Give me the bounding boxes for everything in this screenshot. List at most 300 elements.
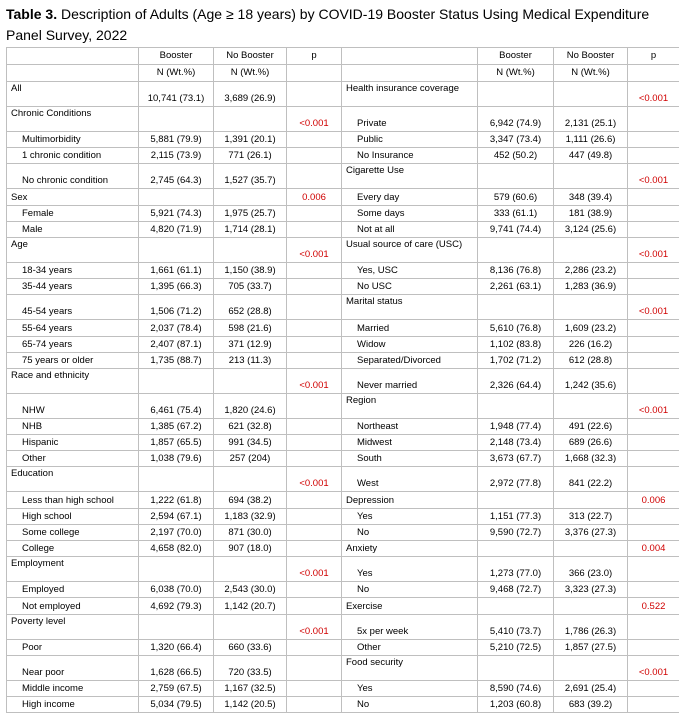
- no-booster-value-left: 1,142 (20.5): [214, 696, 287, 712]
- p-value-left: [287, 164, 342, 189]
- row-label-right: Public: [342, 132, 478, 148]
- table-row: [7, 508, 679, 524]
- no-booster-value-left: 1,167 (32.5): [214, 680, 287, 696]
- no-booster-value-left: 991 (34.5): [214, 435, 287, 451]
- row-label-right: Depression: [342, 492, 478, 508]
- booster-value-left: 1,385 (67.2): [139, 418, 214, 434]
- row-label-left: All: [7, 82, 139, 107]
- booster-value-right: 5,610 (76.8): [478, 320, 554, 336]
- no-booster-value-right: 3,323 (27.3): [554, 582, 628, 598]
- booster-value-left: [139, 237, 214, 262]
- booster-value-right: 9,590 (72.7): [478, 524, 554, 540]
- header-blank-right: [342, 48, 478, 65]
- booster-value-left: 6,038 (70.0): [139, 582, 214, 598]
- no-booster-value-right: 226 (16.2): [554, 336, 628, 352]
- p-value-left: [287, 205, 342, 221]
- row-label-right: Not at all: [342, 221, 478, 237]
- no-booster-value-left: 652 (28.8): [214, 295, 287, 320]
- p-value-left: [287, 320, 342, 336]
- no-booster-value-left: 1,714 (28.1): [214, 221, 287, 237]
- no-booster-value-right: [554, 655, 628, 680]
- row-label-left: Race and ethnicity: [7, 368, 139, 393]
- row-label-right: Midwest: [342, 435, 478, 451]
- no-booster-value-right: [554, 237, 628, 262]
- p-value-left: [287, 680, 342, 696]
- booster-value-left: 2,197 (70.0): [139, 524, 214, 540]
- booster-value-left: 4,820 (71.9): [139, 221, 214, 237]
- p-value-left: [287, 279, 342, 295]
- row-label-right: Anxiety: [342, 541, 478, 557]
- row-label-left: 18-34 years: [7, 262, 139, 278]
- booster-value-right: 1,273 (77.0): [478, 557, 554, 582]
- table-row: [7, 295, 679, 320]
- no-booster-value-left: 598 (21.6): [214, 320, 287, 336]
- row-label-right: Other: [342, 639, 478, 655]
- booster-value-right: [478, 541, 554, 557]
- p-value-right: [628, 221, 679, 237]
- p-value-right: [628, 320, 679, 336]
- p-value-left: 0.006: [287, 189, 342, 205]
- p-value-right: [628, 148, 679, 164]
- table-row: [7, 680, 679, 696]
- row-label-left: 35-44 years: [7, 279, 139, 295]
- booster-value-left: 1,038 (79.6): [139, 451, 214, 467]
- booster-value-left: 4,692 (79.3): [139, 598, 214, 614]
- p-value-left: <0.001: [287, 368, 342, 393]
- booster-value-left: 1,222 (61.8): [139, 492, 214, 508]
- booster-value-right: 579 (60.6): [478, 189, 554, 205]
- p-value-right: [628, 262, 679, 278]
- row-label-right: Exercise: [342, 598, 478, 614]
- header-unit-no-booster-right: N (Wt.%): [554, 65, 628, 82]
- p-value-right: [628, 524, 679, 540]
- p-value-right: 0.006: [628, 492, 679, 508]
- booster-value-right: [478, 82, 554, 107]
- row-label-left: Poverty level: [7, 614, 139, 639]
- booster-value-left: 1,395 (66.3): [139, 279, 214, 295]
- row-label-left: Employment: [7, 557, 139, 582]
- row-label-left: Less than high school: [7, 492, 139, 508]
- booster-value-left: [139, 368, 214, 393]
- no-booster-value-left: [214, 368, 287, 393]
- row-label-left: College: [7, 541, 139, 557]
- table-row: [7, 262, 679, 278]
- booster-value-left: 4,658 (82.0): [139, 541, 214, 557]
- no-booster-value-left: [214, 189, 287, 205]
- no-booster-value-left: [214, 107, 287, 132]
- p-value-left: [287, 524, 342, 540]
- p-value-left: [287, 221, 342, 237]
- no-booster-value-right: 181 (38.9): [554, 205, 628, 221]
- table-row: [7, 492, 679, 508]
- row-label-left: Age: [7, 237, 139, 262]
- booster-value-left: 1,857 (65.5): [139, 435, 214, 451]
- no-booster-value-left: 705 (33.7): [214, 279, 287, 295]
- row-label-right: Private: [342, 107, 478, 132]
- booster-value-right: 2,261 (63.1): [478, 279, 554, 295]
- p-value-right: [628, 508, 679, 524]
- no-booster-value-left: 3,689 (26.9): [214, 82, 287, 107]
- table-row: [7, 467, 679, 492]
- no-booster-value-left: 1,820 (24.6): [214, 393, 287, 418]
- p-value-right: [628, 279, 679, 295]
- table-row: [7, 451, 679, 467]
- no-booster-value-left: [214, 467, 287, 492]
- booster-value-right: 1,102 (83.8): [478, 336, 554, 352]
- p-value-right: [628, 614, 679, 639]
- p-value-left: [287, 393, 342, 418]
- booster-value-right: 452 (50.2): [478, 148, 554, 164]
- booster-value-left: 1,661 (61.1): [139, 262, 214, 278]
- row-label-right: West: [342, 467, 478, 492]
- booster-value-right: 1,151 (77.3): [478, 508, 554, 524]
- no-booster-value-right: [554, 393, 628, 418]
- booster-status-table: [6, 47, 679, 713]
- p-value-right: [628, 189, 679, 205]
- no-booster-value-left: 1,142 (20.7): [214, 598, 287, 614]
- table-row: [7, 336, 679, 352]
- table-row: [7, 352, 679, 368]
- p-value-left: [287, 451, 342, 467]
- row-label-right: Married: [342, 320, 478, 336]
- row-label-left: 65-74 years: [7, 336, 139, 352]
- table-title: [6, 4, 676, 46]
- no-booster-value-right: 1,111 (26.6): [554, 132, 628, 148]
- booster-value-left: 10,741 (73.1): [139, 82, 214, 107]
- table-row: [7, 655, 679, 680]
- booster-value-left: 5,921 (74.3): [139, 205, 214, 221]
- table-row: [7, 279, 679, 295]
- no-booster-value-left: 720 (33.5): [214, 655, 287, 680]
- header-no-booster-left: No Booster: [214, 48, 287, 65]
- row-label-left: Sex: [7, 189, 139, 205]
- no-booster-value-right: 1,283 (36.9): [554, 279, 628, 295]
- row-label-left: Near poor: [7, 655, 139, 680]
- row-label-left: Hispanic: [7, 435, 139, 451]
- no-booster-value-left: 1,527 (35.7): [214, 164, 287, 189]
- no-booster-value-left: 694 (38.2): [214, 492, 287, 508]
- row-label-left: High income: [7, 696, 139, 712]
- p-value-right: <0.001: [628, 237, 679, 262]
- table-row: [7, 418, 679, 434]
- p-value-left: [287, 262, 342, 278]
- row-label-left: Chronic Conditions: [7, 107, 139, 132]
- header-row-units: [7, 65, 679, 82]
- no-booster-value-right: 1,786 (26.3): [554, 614, 628, 639]
- table-row: [7, 393, 679, 418]
- header-p-left: p: [287, 48, 342, 65]
- p-value-left: [287, 132, 342, 148]
- no-booster-value-left: 771 (26.1): [214, 148, 287, 164]
- p-value-right: [628, 368, 679, 393]
- row-label-left: Not employed: [7, 598, 139, 614]
- booster-value-right: 1,203 (60.8): [478, 696, 554, 712]
- no-booster-value-left: 2,543 (30.0): [214, 582, 287, 598]
- row-label-right: Some days: [342, 205, 478, 221]
- no-booster-value-left: 213 (11.3): [214, 352, 287, 368]
- row-label-right: Cigarette Use: [342, 164, 478, 189]
- p-value-left: [287, 541, 342, 557]
- p-value-left: <0.001: [287, 467, 342, 492]
- no-booster-value-left: 1,391 (20.1): [214, 132, 287, 148]
- no-booster-value-right: 3,124 (25.6): [554, 221, 628, 237]
- row-label-left: 45-54 years: [7, 295, 139, 320]
- p-value-right: <0.001: [628, 82, 679, 107]
- header-unit-blank-left: [7, 65, 139, 82]
- row-label-left: 75 years or older: [7, 352, 139, 368]
- p-value-right: [628, 336, 679, 352]
- row-label-left: Other: [7, 451, 139, 467]
- no-booster-value-left: 660 (33.6): [214, 639, 287, 655]
- no-booster-value-right: 491 (22.6): [554, 418, 628, 434]
- p-value-right: [628, 639, 679, 655]
- header-row-labels: [7, 48, 679, 65]
- p-value-right: <0.001: [628, 295, 679, 320]
- table-number: Table 3.: [6, 6, 57, 22]
- row-label-left: Male: [7, 221, 139, 237]
- row-label-right: 5x per week: [342, 614, 478, 639]
- booster-value-left: [139, 557, 214, 582]
- header-unit-p-left: [287, 65, 342, 82]
- p-value-right: [628, 107, 679, 132]
- booster-value-right: 333 (61.1): [478, 205, 554, 221]
- booster-value-right: [478, 295, 554, 320]
- no-booster-value-right: 2,691 (25.4): [554, 680, 628, 696]
- no-booster-value-right: [554, 541, 628, 557]
- booster-value-right: 6,942 (74.9): [478, 107, 554, 132]
- row-label-right: Yes: [342, 508, 478, 524]
- table-row: [7, 237, 679, 262]
- no-booster-value-right: 366 (23.0): [554, 557, 628, 582]
- p-value-left: [287, 295, 342, 320]
- booster-value-right: 2,148 (73.4): [478, 435, 554, 451]
- p-value-left: [287, 352, 342, 368]
- row-label-right: South: [342, 451, 478, 467]
- row-label-left: NHB: [7, 418, 139, 434]
- p-value-right: 0.522: [628, 598, 679, 614]
- row-label-left: Some college: [7, 524, 139, 540]
- row-label-right: No: [342, 696, 478, 712]
- booster-value-left: 1,506 (71.2): [139, 295, 214, 320]
- p-value-right: [628, 680, 679, 696]
- booster-value-right: 8,136 (76.8): [478, 262, 554, 278]
- row-label-right: Never married: [342, 368, 478, 393]
- p-value-right: <0.001: [628, 655, 679, 680]
- row-label-right: Separated/Divorced: [342, 352, 478, 368]
- row-label-right: Widow: [342, 336, 478, 352]
- no-booster-value-left: 907 (18.0): [214, 541, 287, 557]
- no-booster-value-left: [214, 614, 287, 639]
- booster-value-right: [478, 237, 554, 262]
- header-no-booster-right: No Booster: [554, 48, 628, 65]
- row-label-left: No chronic condition: [7, 164, 139, 189]
- row-label-right: Food security: [342, 655, 478, 680]
- row-label-right: Health insurance coverage: [342, 82, 478, 107]
- table-row: [7, 189, 679, 205]
- no-booster-value-left: 871 (30.0): [214, 524, 287, 540]
- table-row: [7, 205, 679, 221]
- booster-value-right: [478, 655, 554, 680]
- p-value-left: [287, 696, 342, 712]
- booster-value-left: 2,115 (73.9): [139, 148, 214, 164]
- booster-value-right: 1,948 (77.4): [478, 418, 554, 434]
- p-value-right: [628, 557, 679, 582]
- table-row: [7, 320, 679, 336]
- booster-value-left: 1,735 (88.7): [139, 352, 214, 368]
- no-booster-value-right: [554, 598, 628, 614]
- booster-value-right: 5,210 (72.5): [478, 639, 554, 655]
- table-row: [7, 221, 679, 237]
- no-booster-value-right: 841 (22.2): [554, 467, 628, 492]
- row-label-left: 55-64 years: [7, 320, 139, 336]
- p-value-right: 0.004: [628, 541, 679, 557]
- p-value-left: [287, 492, 342, 508]
- booster-value-left: 2,407 (87.1): [139, 336, 214, 352]
- row-label-right: No USC: [342, 279, 478, 295]
- p-value-left: [287, 598, 342, 614]
- table-row: [7, 639, 679, 655]
- booster-value-left: 2,037 (78.4): [139, 320, 214, 336]
- no-booster-value-right: [554, 492, 628, 508]
- table-row: [7, 82, 679, 107]
- booster-value-right: 5,410 (73.7): [478, 614, 554, 639]
- no-booster-value-right: 612 (28.8): [554, 352, 628, 368]
- p-value-left: [287, 639, 342, 655]
- header-booster-right: Booster: [478, 48, 554, 65]
- no-booster-value-right: 689 (26.6): [554, 435, 628, 451]
- no-booster-value-left: 257 (204): [214, 451, 287, 467]
- row-label-right: Northeast: [342, 418, 478, 434]
- no-booster-value-right: [554, 82, 628, 107]
- booster-value-right: 9,741 (74.4): [478, 221, 554, 237]
- p-value-left: [287, 418, 342, 434]
- row-label-right: Every day: [342, 189, 478, 205]
- row-label-left: 1 chronic condition: [7, 148, 139, 164]
- no-booster-value-right: 348 (39.4): [554, 189, 628, 205]
- p-value-right: [628, 451, 679, 467]
- no-booster-value-left: [214, 237, 287, 262]
- header-unit-no-booster-left: N (Wt.%): [214, 65, 287, 82]
- booster-value-left: 1,320 (66.4): [139, 639, 214, 655]
- row-label-right: Yes, USC: [342, 262, 478, 278]
- booster-value-right: 1,702 (71.2): [478, 352, 554, 368]
- header-unit-booster-right: N (Wt.%): [478, 65, 554, 82]
- table-row: [7, 696, 679, 712]
- booster-value-right: 2,326 (64.4): [478, 368, 554, 393]
- p-value-left: <0.001: [287, 614, 342, 639]
- row-label-right: Yes: [342, 557, 478, 582]
- table-row: [7, 107, 679, 132]
- booster-value-left: 6,461 (75.4): [139, 393, 214, 418]
- row-label-left: NHW: [7, 393, 139, 418]
- booster-value-right: 3,673 (67.7): [478, 451, 554, 467]
- no-booster-value-left: [214, 557, 287, 582]
- p-value-left: [287, 582, 342, 598]
- p-value-left: [287, 508, 342, 524]
- booster-value-right: [478, 393, 554, 418]
- header-booster-left: Booster: [139, 48, 214, 65]
- p-value-left: [287, 336, 342, 352]
- booster-value-right: [478, 598, 554, 614]
- row-label-left: High school: [7, 508, 139, 524]
- no-booster-value-right: 683 (39.2): [554, 696, 628, 712]
- table-row: [7, 541, 679, 557]
- booster-value-right: [478, 492, 554, 508]
- no-booster-value-left: 371 (12.9): [214, 336, 287, 352]
- no-booster-value-right: 1,857 (27.5): [554, 639, 628, 655]
- row-label-left: Education: [7, 467, 139, 492]
- table-caption: Description of Adults (Age ≥ 18 years) by COVID-19 Booster Status Using Medical Expenditure Panel Survey, 2022: [6, 6, 649, 43]
- no-booster-value-right: 3,376 (27.3): [554, 524, 628, 540]
- row-label-right: Usual source of care (USC): [342, 237, 478, 262]
- p-value-right: [628, 132, 679, 148]
- no-booster-value-right: [554, 164, 628, 189]
- no-booster-value-left: 1,975 (25.7): [214, 205, 287, 221]
- header-unit-p-right: [628, 65, 679, 82]
- row-label-right: Yes: [342, 680, 478, 696]
- row-label-left: Poor: [7, 639, 139, 655]
- booster-value-left: 1,628 (66.5): [139, 655, 214, 680]
- p-value-right: [628, 435, 679, 451]
- booster-value-left: 5,881 (79.9): [139, 132, 214, 148]
- p-value-left: [287, 148, 342, 164]
- p-value-right: [628, 418, 679, 434]
- row-label-right: No: [342, 582, 478, 598]
- booster-value-right: 9,468 (72.7): [478, 582, 554, 598]
- no-booster-value-right: 1,609 (23.2): [554, 320, 628, 336]
- p-value-right: <0.001: [628, 164, 679, 189]
- table-row: [7, 557, 679, 582]
- table-row: [7, 132, 679, 148]
- booster-value-left: [139, 107, 214, 132]
- p-value-right: [628, 352, 679, 368]
- p-value-right: [628, 205, 679, 221]
- row-label-right: Marital status: [342, 295, 478, 320]
- row-label-left: Employed: [7, 582, 139, 598]
- no-booster-value-right: 1,242 (35.6): [554, 368, 628, 393]
- p-value-left: <0.001: [287, 237, 342, 262]
- table-row: [7, 524, 679, 540]
- p-value-right: [628, 696, 679, 712]
- p-value-right: <0.001: [628, 393, 679, 418]
- no-booster-value-right: 2,286 (23.2): [554, 262, 628, 278]
- table-body: [7, 82, 679, 713]
- no-booster-value-left: 1,150 (38.9): [214, 262, 287, 278]
- booster-value-left: [139, 614, 214, 639]
- header-p-right: p: [628, 48, 679, 65]
- booster-value-right: 3,347 (73.4): [478, 132, 554, 148]
- table-row: [7, 164, 679, 189]
- row-label-left: Multimorbidity: [7, 132, 139, 148]
- no-booster-value-right: 313 (22.7): [554, 508, 628, 524]
- p-value-left: [287, 435, 342, 451]
- booster-value-left: 2,759 (67.5): [139, 680, 214, 696]
- header-unit-booster-left: N (Wt.%): [139, 65, 214, 82]
- booster-value-right: [478, 164, 554, 189]
- p-value-right: [628, 582, 679, 598]
- table-row: [7, 368, 679, 393]
- table-row: [7, 582, 679, 598]
- booster-value-left: 2,594 (67.1): [139, 508, 214, 524]
- p-value-left: [287, 655, 342, 680]
- no-booster-value-right: [554, 295, 628, 320]
- table-row: [7, 614, 679, 639]
- header-unit-blank-right: [342, 65, 478, 82]
- no-booster-value-right: 1,668 (32.3): [554, 451, 628, 467]
- no-booster-value-right: 2,131 (25.1): [554, 107, 628, 132]
- p-value-right: [628, 467, 679, 492]
- p-value-left: <0.001: [287, 557, 342, 582]
